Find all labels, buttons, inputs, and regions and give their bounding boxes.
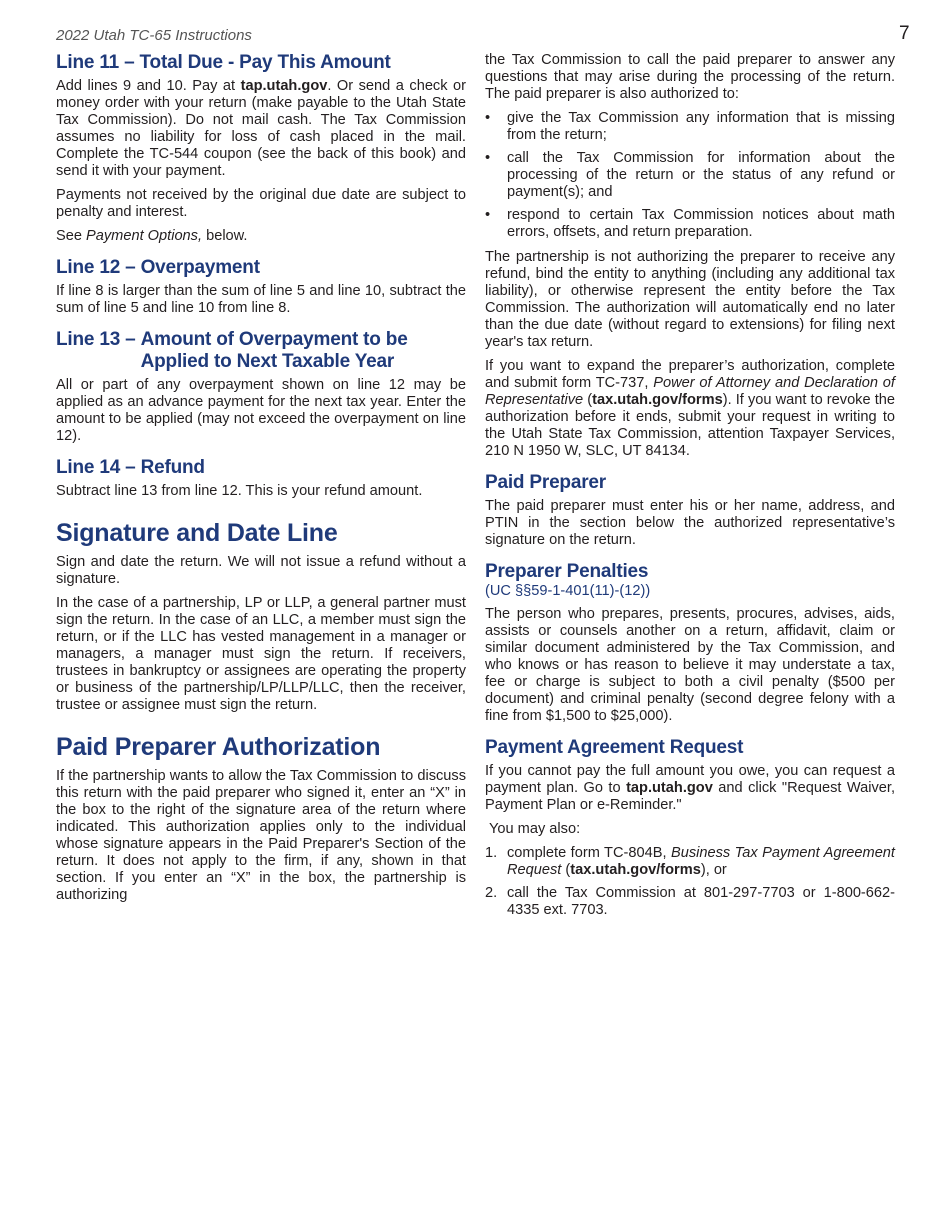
paid-preparer-heading: Paid Preparer: [485, 472, 606, 493]
list-item: • call the Tax Commission for information about the processing of the return or the status of any refund or payment(s); and: [485, 150, 895, 200]
payment-agreement-heading: Payment Agreement Request: [485, 737, 744, 758]
tax-forms-link: tax.utah.gov/forms: [592, 392, 723, 408]
left-column: [56, 52, 466, 911]
line14-heading: Line 14 – Refund: [56, 457, 205, 478]
tap-utah-link: tap.utah.gov: [240, 78, 328, 94]
line14-paragraph: Subtract line 13 from line 12. This is your refund amount.: [56, 483, 423, 499]
authorization-limits-paragraph: The partnership is not authorizing the preparer to receive any refund, bind the entity to anything (including any additional tax liability), or otherwise represent the entity before the Tax Commission. The authorization will automatically end no later than the due date (without regard to extensions) for filing next year's tax return.: [485, 249, 895, 350]
line11-heading: Line 11 – Total Due - Pay This Amount: [56, 52, 391, 73]
tax-forms-link: tax.utah.gov/forms: [570, 862, 701, 878]
running-head: 2022 Utah TC-65 Instructions: [56, 27, 252, 44]
you-may-also: You may also:: [489, 821, 581, 837]
line13-paragraph: All or part of any overpayment shown on line 12 may be applied as an advance payment for the next tax year. Enter the amount to be applied (may not exceed the overpayment on line 12).: [56, 377, 466, 444]
tap-utah-link: tap.utah.gov: [626, 780, 713, 796]
right-column: [485, 52, 895, 927]
bullet-icon: •: [485, 110, 491, 126]
signature-paragraph-2: In the case of a partnership, LP or LLP, a general partner must sign the return. In the case of an LLC, a member must sign the return, or if the LLC has vested management in a manager or managers, a manager must sign the return. If receivers, trustees in bankruptcy or assignees are operating the property or business of the partnership/LP/LLP/LLC, then the receiver, trustee or assignee must sign the return.: [56, 595, 466, 713]
paid-preparer-paragraph: The paid preparer must enter his or her name, address, and PTIN in the section below the authorized representative’s signature on the return.: [485, 498, 895, 548]
list-item: 2. call the Tax Commission at 801-297-7703 or 1-800-662-4335 ext. 7703.: [485, 885, 895, 918]
page-number: 7: [899, 23, 910, 44]
payment-options-list: [485, 845, 895, 919]
penalties-paragraph: The person who prepares, presents, procures, advises, aids, assists or counsels another on a return, affidavit, claim or similar document administered by the Tax Commission, and who knows or has reason to believe it may understate a tax, fee or charge is subject to both a civil penalty ($500 per document) and criminal penalty (second degree felony with a fine from $1,500 to $25,000).: [485, 606, 895, 724]
authorization-list: [485, 110, 895, 241]
line11-paragraph-3: See Payment Options, below.: [56, 228, 248, 244]
line12-paragraph: If line 8 is larger than the sum of line 5 and line 10, subtract the sum of line 5 and line 10 from line 8.: [56, 283, 466, 316]
line12-heading: Line 12 – Overpayment: [56, 257, 260, 278]
line13-heading: Line 13 – Amount of Overpayment to be Applied to Next Taxable Year: [56, 329, 408, 372]
signature-heading: Signature and Date Line: [56, 519, 338, 547]
list-item: • give the Tax Commission any information that is missing from the return;: [485, 110, 895, 143]
list-item: 1. complete form TC-804B, Business Tax Payment Agreement Request (tax.utah.gov/forms), or: [485, 845, 895, 878]
authorization-heading: Paid Preparer Authorization: [56, 733, 381, 761]
authorization-expand-paragraph: If you want to expand the preparer’s authorization, complete and submit form TC-737, Power of Attorney and Declaration of Representative (tax.utah.gov/forms). If you want to revoke the authorization before it ends, submit your request in writing to the Utah State Tax Commission, attention Taxpayer Services, 210 N 1950 W, SLC, UT 84134.: [485, 358, 895, 459]
authorization-paragraph: If the partnership wants to allow the Tax Commission to discuss this return with the paid preparer who signed it, enter an “X” in the box to the right of the signature area of the return where indicated. This authorization applies only to the individual whose signature appears in the Paid Preparer's Section of the return. It does not apply to the firm, if any, shown in that section. If you enter an “X” in the box, the partnership is authorizing: [56, 768, 466, 903]
bullet-icon: •: [485, 150, 491, 166]
line11-paragraph-1: Add lines 9 and 10. Pay at tap.utah.gov. Or send a check or money order with your return (make payable to the Utah State Tax Commission). Do not mail cash. The Tax Commission assumes no liability for loss of cash placed in the mail. Complete the TC-544 coupon (see the back of this book) and send it with your payment.: [56, 78, 467, 179]
bullet-icon: •: [485, 207, 491, 223]
list-item: • respond to certain Tax Commission notices about math errors, offsets, and return preparation.: [485, 207, 895, 240]
signature-paragraph-1: Sign and date the return. We will not issue a refund without a signature.: [56, 554, 466, 587]
preparer-penalties-heading: Preparer Penalties: [485, 561, 649, 582]
payment-agreement-paragraph: If you cannot pay the full amount you owe, you can request a payment plan. Go to tap.utah.gov and click "Request Waiver, Payment Plan or e-Reminder.": [485, 763, 895, 813]
line11-paragraph-2: Payments not received by the original due date are subject to penalty and interest.: [56, 187, 466, 220]
penalties-citation: (UC §§59-1-401(11)-(12)): [485, 583, 651, 599]
authorization-continued: the Tax Commission to call the paid preparer to answer any questions that may arise during the processing of the return. The paid preparer is also authorized to:: [485, 52, 895, 102]
